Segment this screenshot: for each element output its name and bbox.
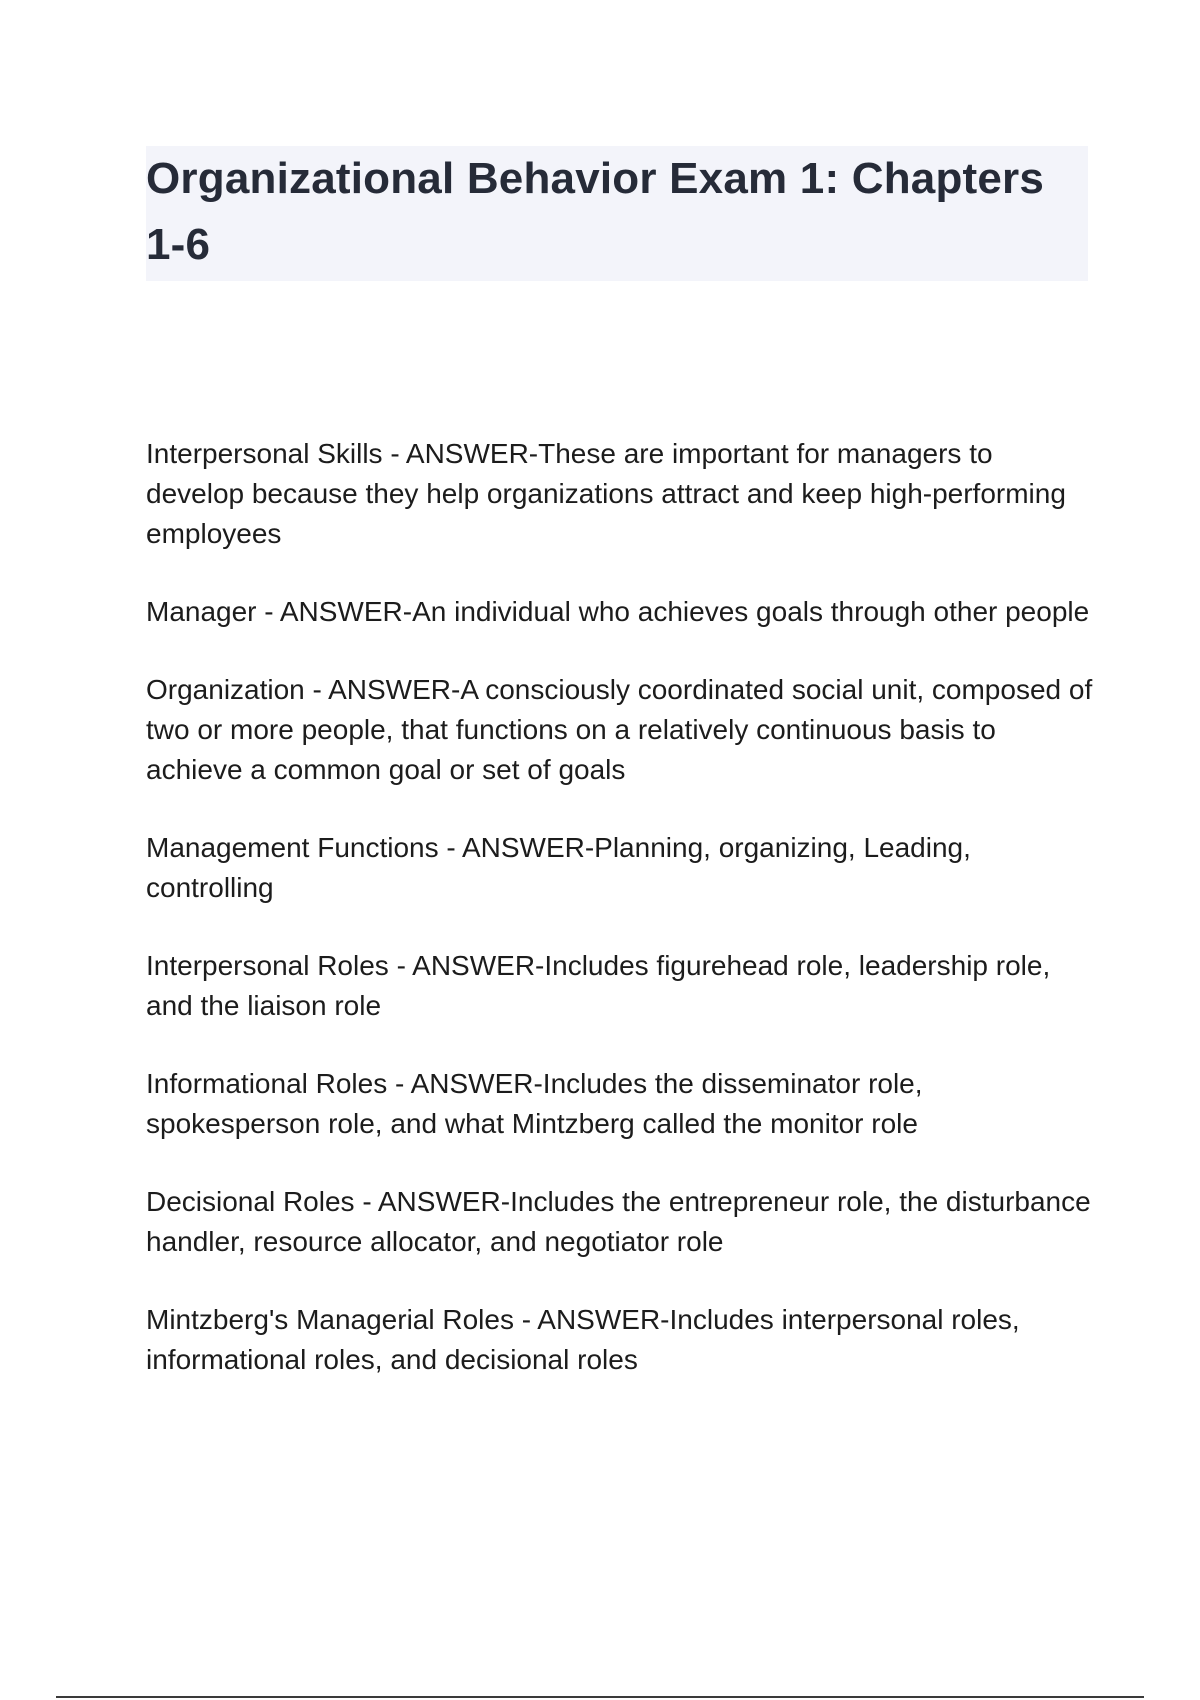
page-bottom-divider: [56, 1696, 1144, 1698]
flashcard-entry: Organization - ANSWER-A consciously coordinated social unit, composed of two or more people, that functions on a relatively continuous basis to achieve a common goal or set of goals: [146, 674, 1093, 785]
flashcard-entry: Decisional Roles - ANSWER-Includes the entrepreneur role, the disturbance handler, resource allocator, and negotiator role: [146, 1186, 1091, 1257]
page-title: Organizational Behavior Exam 1: Chapters 1-6: [146, 154, 1045, 269]
flashcard-entry: Informational Roles - ANSWER-Includes the disseminator role, spokesperson role, and what Mintzberg called the monitor role: [146, 1068, 923, 1139]
flashcard-entry: Manager - ANSWER-An individual who achieves goals through other people: [146, 596, 1090, 627]
flashcard-entry: Mintzberg's Managerial Roles - ANSWER-Includes interpersonal roles, informational roles, and decisional roles: [146, 1304, 1020, 1375]
title-block: [146, 146, 1088, 281]
flashcard-entry: Management Functions - ANSWER-Planning, organizing, Leading, controlling: [146, 832, 971, 903]
flashcard-entry: Interpersonal Roles - ANSWER-Includes figurehead role, leadership role, and the liaison role: [146, 950, 1051, 1021]
flashcard-entry: Interpersonal Skills - ANSWER-These are important for managers to develop because they help organizations attract and keep high-performing employees: [146, 438, 1066, 549]
flashcard-list: [146, 434, 1096, 1418]
